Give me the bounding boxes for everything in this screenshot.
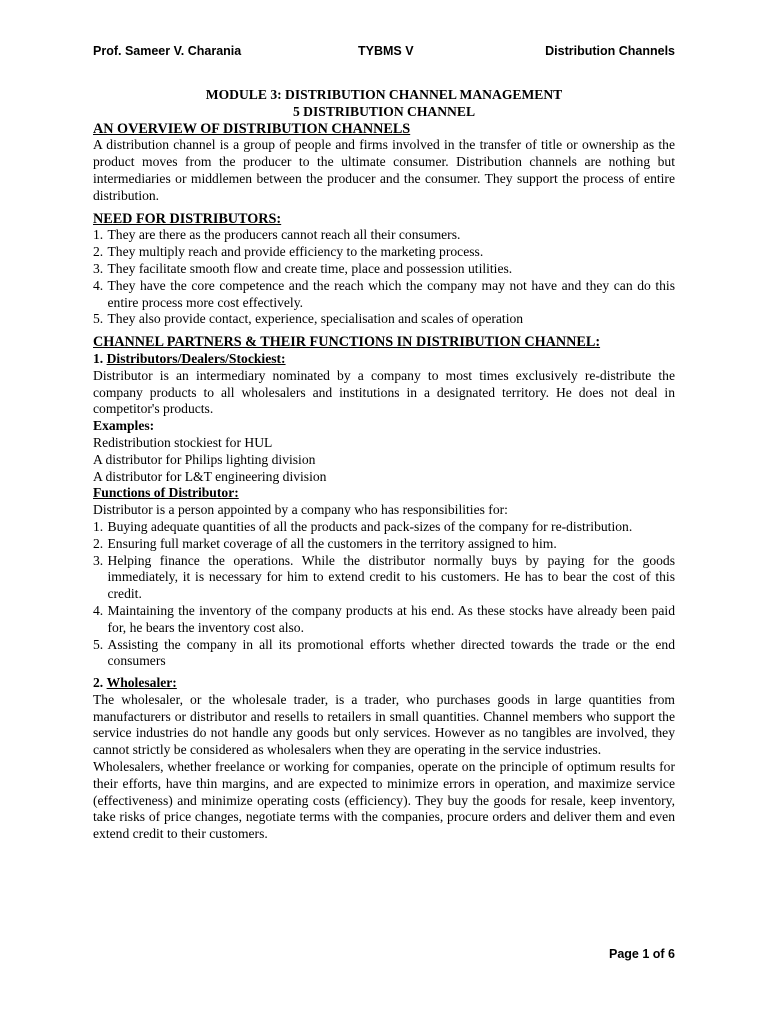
list-text: They have the core competence and the reach which the company may not have and they can do this entire process more cost effectively. [107, 277, 675, 310]
section-number: 2. [93, 675, 104, 691]
distributor-paragraph: Distributor is an intermediary nominated by a company to most times exclusively re-distribute the company products to all wholesalers and institutions in a designated territory. He does not deal in competitor's products. [93, 367, 675, 417]
list-number: 3. [93, 260, 104, 276]
list-item [93, 536, 675, 553]
example-item: A distributor for Philips lighting division [93, 451, 316, 467]
section-title: Wholesaler: [106, 675, 177, 691]
list-text: They multiply reach and provide efficiency to the marketing process. [107, 244, 484, 260]
list-item [93, 603, 675, 637]
functions-intro: Distributor is a person appointed by a company who has responsibilities for: [93, 502, 508, 518]
list-item [93, 227, 675, 244]
list-number: 3. [93, 552, 104, 568]
functions-list [93, 519, 675, 670]
example-item: A distributor for L&T engineering division [93, 468, 327, 484]
list-item [93, 311, 675, 328]
list-number: 1. [93, 518, 104, 534]
overview-paragraph: A distribution channel is a group of people and firms involved in the transfer of title or ownership as the product moves from the producer to the ultimate consumer. Distribution channels are nothing but intermediaries or middlemen between the producer and the consumer. They support the process of entire distribution. [93, 137, 675, 203]
wholesaler-paragraph-1: The wholesaler, or the wholesale trader, is a trader, who purchases goods in large quantities from manufacturers or distributor and resells to retailers in small quantities. Channel members who support the service industries do not handle any goods but only services. However as no tangibles are involved, they cannot strictly be considered as wholesalers when they are operating in the service industries. [93, 691, 675, 758]
need-list [93, 227, 675, 328]
list-number: 5. [93, 311, 104, 327]
header-subject: Distribution Channels [545, 44, 675, 58]
list-text: They also provide contact, experience, specialisation and scales of operation [107, 311, 524, 327]
list-item [93, 278, 675, 312]
list-text: Ensuring full market coverage of all the customers in the territory assigned to him. [107, 535, 557, 551]
page-number: Page 1 of 6 [609, 947, 675, 961]
examples-heading: Examples: [93, 418, 155, 434]
list-number: 1. [93, 227, 104, 243]
list-text: Helping finance the operations. While the distributor normally buys by paying for the goods immediately, it is necessary for him to extend credit to his customers. He has to bear the cost of this credit. [107, 552, 675, 602]
list-number: 4. [93, 277, 104, 293]
section-title: Distributors/Dealers/Stockiest: [106, 350, 286, 366]
list-text: Buying adequate quantities of all the products and pack-sizes of the company for re-distribution. [107, 518, 633, 534]
list-number: 2. [93, 535, 104, 551]
overview-heading: AN OVERVIEW OF DISTRIBUTION CHANNELS [93, 120, 411, 137]
example-item: Redistribution stockiest for HUL [93, 434, 273, 450]
list-item [93, 244, 675, 261]
section-number: 1. [93, 350, 104, 366]
document-body [93, 87, 675, 843]
chapter-title: 5 DISTRIBUTION CHANNEL [292, 103, 476, 119]
distributor-heading [93, 351, 675, 368]
partners-heading: CHANNEL PARTNERS & THEIR FUNCTIONS IN DISTRIBUTION CHANNEL: [93, 334, 601, 351]
module-title: MODULE 3: DISTRIBUTION CHANNEL MANAGEMENT [205, 87, 563, 102]
list-item [93, 553, 675, 603]
list-text: Maintaining the inventory of the company products at his end. As these stocks have already been paid for, he bears the inventory cost also. [107, 602, 675, 635]
list-text: They are there as the producers cannot reach all their consumers. [107, 227, 461, 243]
list-number: 4. [93, 602, 104, 618]
list-number: 2. [93, 244, 104, 260]
list-text: Assisting the company in all its promotional efforts whether directed towards the trade or the end consumers [107, 636, 675, 669]
wholesaler-paragraph-2: Wholesalers, whether freelance or working for companies, operate on the principle of optimum results for their efforts, have thin margins, and are expected to minimize errors in operation, and maximize service (effectiveness) and minimize operating costs (efficiency). They buy the goods for resale, keep inventory, take risks of price changes, negotiate terms with the companies, procure orders and deliver them and even extend credit to their customers. [93, 759, 675, 842]
list-number: 5. [93, 636, 104, 652]
list-item [93, 637, 675, 671]
list-text: They facilitate smooth flow and create time, place and possession utilities. [107, 260, 513, 276]
header-author: Prof. Sameer V. Charania [93, 44, 242, 58]
functions-heading: Functions of Distributor: [93, 485, 239, 501]
list-item [93, 261, 675, 278]
header-course: TYBMS V [358, 44, 414, 58]
list-item [93, 519, 675, 536]
need-heading: NEED FOR DISTRIBUTORS: [93, 210, 282, 227]
wholesaler-heading [93, 675, 675, 692]
